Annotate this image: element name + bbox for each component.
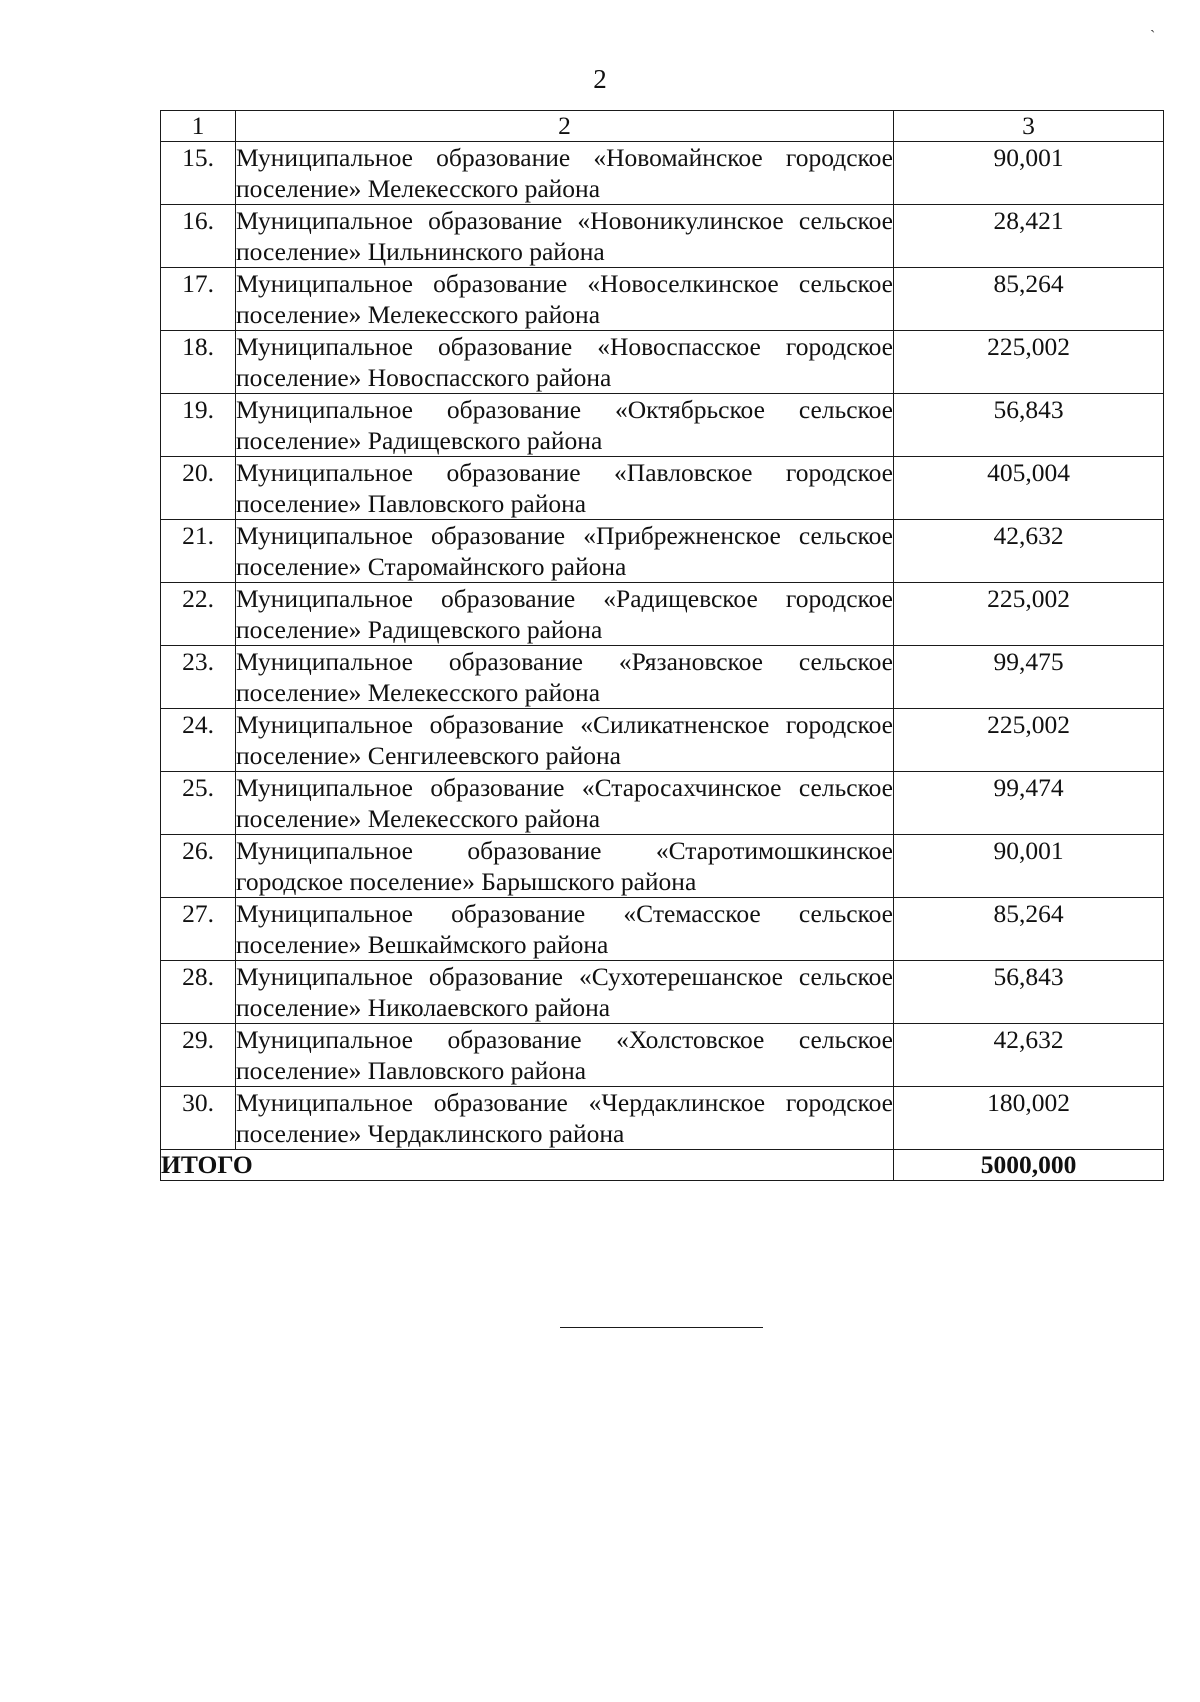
municipality-name: Муниципальное образование «Павловское городское поселение» Павловского района <box>236 458 893 518</box>
municipality-name: Муниципальное образование «Стемасское сельское поселение» Вешкаймского района <box>236 899 893 959</box>
table-row <box>161 520 1164 583</box>
table-row <box>161 709 1164 772</box>
row-number: 15. <box>161 142 236 205</box>
table-row <box>161 835 1164 898</box>
table-header-row <box>161 111 1164 142</box>
row-number: 23. <box>161 646 236 709</box>
row-number: 26. <box>161 835 236 898</box>
row-number: 27. <box>161 898 236 961</box>
allocation-amount: 225,002 <box>894 331 1164 394</box>
allocation-amount: 56,843 <box>894 961 1164 1024</box>
allocation-amount: 405,004 <box>894 457 1164 520</box>
allocation-amount: 85,264 <box>894 898 1164 961</box>
allocation-amount: 28,421 <box>894 205 1164 268</box>
municipality-name: Муниципальное образование «Новоспасское городское поселение» Новоспасского района <box>236 332 893 392</box>
allocation-amount: 90,001 <box>894 835 1164 898</box>
allocation-amount: 42,632 <box>894 520 1164 583</box>
table-row <box>161 457 1164 520</box>
allocation-amount: 225,002 <box>894 583 1164 646</box>
row-number: 24. <box>161 709 236 772</box>
municipality-name: Муниципальное образование «Прибрежненское сельское поселение» Старомайнского района <box>236 521 893 581</box>
table-row <box>161 394 1164 457</box>
row-number: 16. <box>161 205 236 268</box>
page-number: 2 <box>593 64 607 94</box>
row-number: 19. <box>161 394 236 457</box>
table-row <box>161 961 1164 1024</box>
municipality-name: Муниципальное образование «Холстовское сельское поселение» Павловского района <box>236 1025 893 1085</box>
municipality-name: Муниципальное образование «Новоселкинское сельское поселение» Мелекесского района <box>236 269 893 329</box>
allocation-amount: 90,001 <box>894 142 1164 205</box>
column-header-name: 2 <box>236 111 894 142</box>
allocation-amount: 85,264 <box>894 268 1164 331</box>
row-number: 17. <box>161 268 236 331</box>
allocation-table <box>160 110 1164 1181</box>
allocation-amount: 56,843 <box>894 394 1164 457</box>
table-row <box>161 1087 1164 1150</box>
allocation-amount: 99,475 <box>894 646 1164 709</box>
total-row <box>161 1150 1164 1181</box>
table-row <box>161 205 1164 268</box>
row-number: 29. <box>161 1024 236 1087</box>
total-amount: 5000,000 <box>894 1150 1164 1181</box>
allocation-amount: 180,002 <box>894 1087 1164 1150</box>
table-row <box>161 142 1164 205</box>
table-row <box>161 331 1164 394</box>
column-header-value: 3 <box>894 111 1164 142</box>
table-row <box>161 583 1164 646</box>
municipality-name: Муниципальное образование «Старотимошкинское городское поселение» Барышского района <box>236 836 893 896</box>
municipality-name: Муниципальное образование «Чердаклинское городское поселение» Чердаклинского района <box>236 1088 893 1148</box>
row-number: 25. <box>161 772 236 835</box>
municipality-name: Муниципальное образование «Октябрьское сельское поселение» Радищевского района <box>236 395 893 455</box>
municipality-name: Муниципальное образование «Новомайнское городское поселение» Мелекесского района <box>236 143 893 203</box>
closing-divider-line <box>560 1327 763 1328</box>
municipality-name: Муниципальное образование «Сухотерешанское сельское поселение» Николаевского района <box>236 962 893 1022</box>
municipality-name: Муниципальное образование «Старосахчинское сельское поселение» Мелекесского района <box>236 773 893 833</box>
corner-mark: ` <box>1150 28 1156 45</box>
municipality-name: Муниципальное образование «Рязановское сельское поселение» Мелекесского района <box>236 647 893 707</box>
row-number: 22. <box>161 583 236 646</box>
table-row <box>161 1024 1164 1087</box>
municipality-name: Муниципальное образование «Радищевское городское поселение» Радищевского района <box>236 584 893 644</box>
table-row <box>161 772 1164 835</box>
allocation-amount: 42,632 <box>894 1024 1164 1087</box>
municipality-name: Муниципальное образование «Силикатненское городское поселение» Сенгилеевского района <box>236 710 893 770</box>
table-row <box>161 268 1164 331</box>
row-number: 28. <box>161 961 236 1024</box>
total-label: ИТОГО <box>161 1150 894 1181</box>
row-number: 18. <box>161 331 236 394</box>
row-number: 21. <box>161 520 236 583</box>
municipality-name: Муниципальное образование «Новоникулинское сельское поселение» Цильнинского района <box>236 206 893 266</box>
table-row <box>161 898 1164 961</box>
row-number: 30. <box>161 1087 236 1150</box>
table-row <box>161 646 1164 709</box>
column-header-number: 1 <box>161 111 236 142</box>
allocation-amount: 225,002 <box>894 709 1164 772</box>
row-number: 20. <box>161 457 236 520</box>
allocation-amount: 99,474 <box>894 772 1164 835</box>
